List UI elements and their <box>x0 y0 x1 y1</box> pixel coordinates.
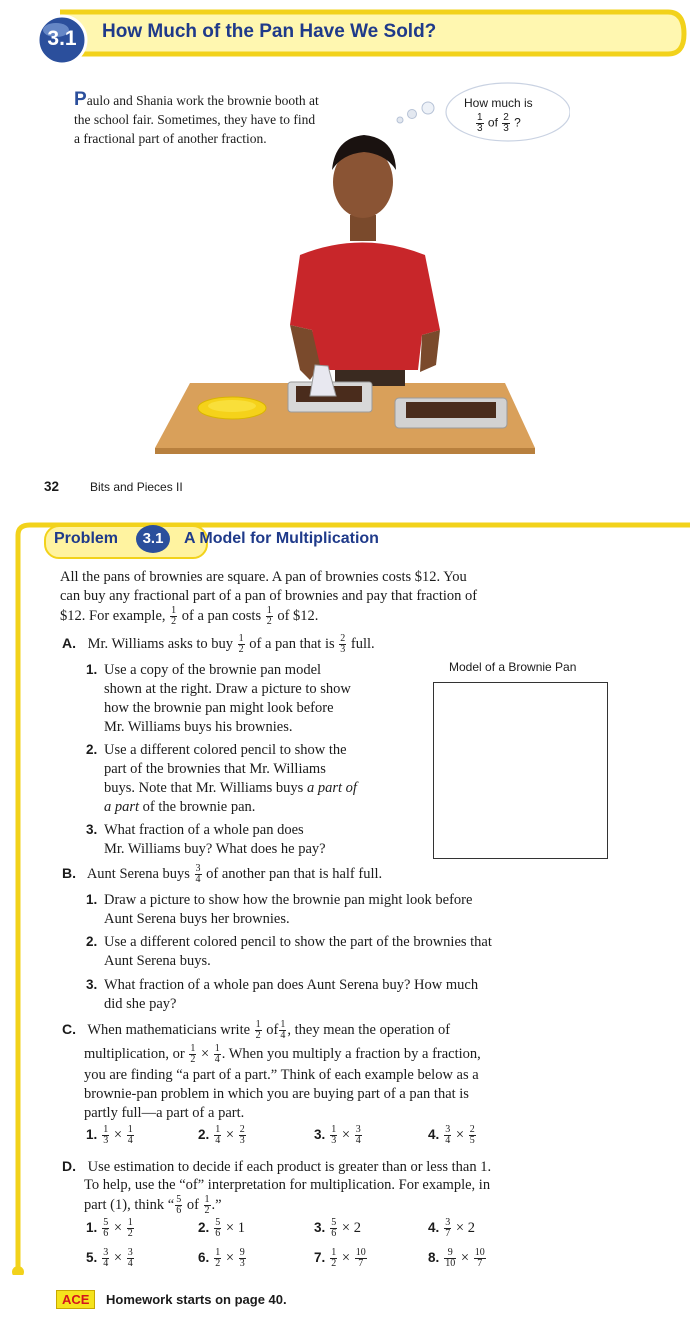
part-a-prompt: A. Mr. Williams asks to buy $\frac{1}{2}$ of a pan that is $\frac{2}{3}$ full. <box>62 633 375 656</box>
part-b-step-3: 3. What fraction of a whole pan does Aunt Serena buy? How much did she pay? <box>86 977 479 1012</box>
part-c-line5: partly full—a part of a part. <box>84 1105 245 1121</box>
intro-text: aulo and Shania work the brownie booth at the school fair. Sometimes, they have to find a fractional part of another fraction. <box>74 93 319 146</box>
part-c-example-3: 3. $\frac{1}{3}$ × $\frac{3}{4}$ <box>314 1124 361 1146</box>
part-b-prompt: B. Aunt Serena buys $\frac{3}{4}$ of another pan that is half full. <box>62 863 383 886</box>
part-d-examples-row2 <box>86 1248 606 1274</box>
ace-badge: ACE <box>56 1290 95 1309</box>
part-c-line2: multiplication, or $\frac{1}{2}$ × $\frac{1}{4}$ . When you multiply a fraction by a fraction, <box>84 1043 481 1065</box>
part-d-example-4: 4. $\frac{3}{7}$ × 2 <box>428 1217 475 1239</box>
drop-cap: P <box>74 89 87 110</box>
part-d-line2: To help, use the “of” interpretation for multiplication. For example, in <box>84 1177 491 1193</box>
part-d-example-8: 8. $\frac{9}{10}$ × $\frac{10}{7}$ <box>428 1247 485 1269</box>
problem-intro-line1: All the pans of brownies are square. A pan of brownies costs $12. You <box>60 569 467 585</box>
ace-homework-link[interactable]: Homework starts on page 40. <box>106 1292 287 1307</box>
part-d-example-3: 3. $\frac{5}{6}$ × 2 <box>314 1217 361 1239</box>
thought-line1: How much is <box>464 96 533 110</box>
boy-brownie-photo <box>150 120 550 455</box>
problem-title: A Model for Multiplication <box>184 530 379 547</box>
part-a-step-1: 1. Use a copy of the brownie pan model shown at the right. Draw a picture to show how the brownie pan might look before Mr. Williams buys his brownies. <box>86 662 351 735</box>
lesson-badge: 3.1 <box>47 27 77 50</box>
thought-line2: $\frac{1}{3}$ of $\frac{2}{3}$ ? <box>477 112 521 134</box>
part-d-example-7: 7. $\frac{1}{2}$ × $\frac{10}{7}$ <box>314 1247 366 1269</box>
part-b-step-1: 1. Draw a picture to show how the brownie pan might look before Aunt Serena buys her brownies. <box>86 892 473 927</box>
part-d-example-1: 1. $\frac{5}{6}$ × $\frac{1}{2}$ <box>86 1217 133 1239</box>
part-c-example-4: 4. $\frac{3}{4}$ × $\frac{2}{5}$ <box>428 1124 475 1146</box>
part-a-step-2: 2. Use a different colored pencil to show the part of the brownies that Mr. Williams buys. Note that Mr. Williams buys a part of a part of the brownie pan. <box>86 742 357 815</box>
problem-badge: 3.1 <box>142 530 164 547</box>
part-d-line1: D. Use estimation to decide if each product is greater than or less than 1. <box>62 1158 492 1175</box>
part-c-line1: C. When mathematicians write $\frac{1}{2}$ of $\frac{1}{4}$ , they mean the operation of <box>62 1019 451 1042</box>
problem-intro-line3: $12. For example, $\frac{1}{2}$ of a pan costs $\frac{1}{2}$ of $12. <box>60 605 319 627</box>
part-d-line3: part (1), think “ $\frac{5}{6}$ of $\frac{1}{2}$ .” <box>84 1194 222 1216</box>
part-c-example-1: 1. $\frac{1}{3}$ × $\frac{1}{4}$ <box>86 1124 133 1146</box>
part-d-example-2: 2. $\frac{5}{6}$ × 1 <box>198 1217 245 1239</box>
problem-label: Problem <box>54 530 119 547</box>
problem-intro-line2: can buy any fractional part of a pan of brownies and pay that fraction of <box>60 588 478 604</box>
part-d-example-5: 5. $\frac{3}{4}$ × $\frac{3}{4}$ <box>86 1247 133 1269</box>
part-d-examples-row1 <box>86 1218 606 1244</box>
part-b-step-2: 2. Use a different colored pencil to show the part of the brownies that Aunt Serena buys. <box>86 934 492 969</box>
part-c-line3: you are finding “a part of a part.” Think of each example below as a <box>84 1067 479 1083</box>
part-c-examples <box>86 1125 606 1155</box>
model-label: Model of a Brownie Pan <box>449 660 577 674</box>
part-c-line4: brownie-pan problem in which you are buying part of a pan that is <box>84 1086 469 1102</box>
page-number: 32 <box>44 479 60 494</box>
part-c-example-2: 2. $\frac{1}{4}$ × $\frac{2}{3}$ <box>198 1124 245 1146</box>
lesson-title: How Much of the Pan Have We Sold? <box>102 21 437 42</box>
book-title: Bits and Pieces II <box>90 480 183 494</box>
part-d-example-6: 6. $\frac{1}{2}$ × $\frac{9}{3}$ <box>198 1247 245 1269</box>
brownie-pan-model <box>433 682 608 859</box>
part-a-step-3: 3. What fraction of a whole pan does Mr. Williams buy? What does he pay? <box>86 822 326 857</box>
